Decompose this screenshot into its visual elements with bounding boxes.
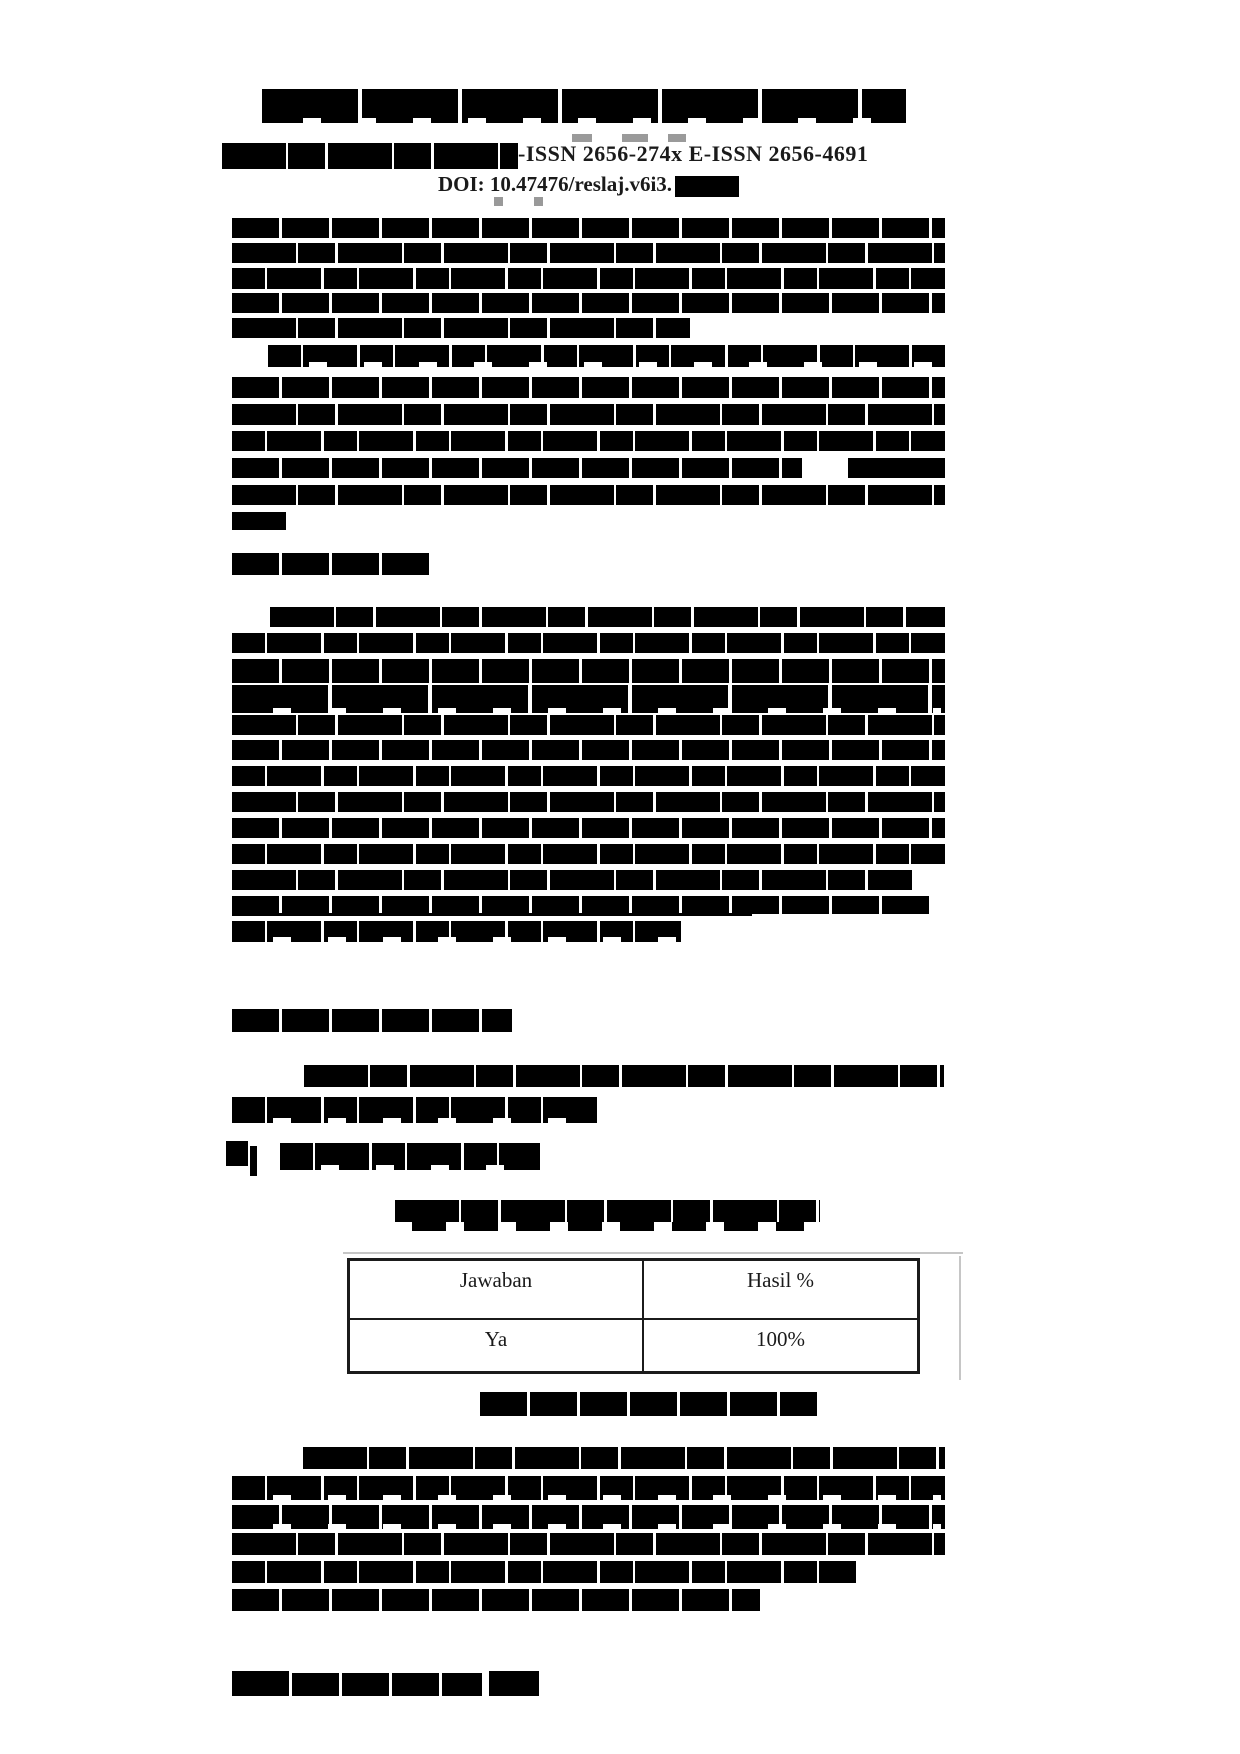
- redacted-footer-bar: [489, 1671, 539, 1696]
- redacted-text-bar: [232, 377, 945, 398]
- redacted-text-bar: [232, 633, 945, 653]
- redacted-text-bar: [232, 1505, 945, 1529]
- table-header-jawaban: Jawaban: [349, 1260, 644, 1320]
- redacted-text-bar: [232, 512, 286, 530]
- doi-text: DOI: 10.47476/reslaj.v6i3.: [437, 172, 673, 196]
- redacted-text-bar: [268, 345, 945, 367]
- redacted-list-text-bar: [280, 1143, 540, 1170]
- redacted-text-bar: [232, 1097, 600, 1123]
- redacted-text-bar: [848, 458, 945, 478]
- table-cell-jawaban-value: Ya: [349, 1319, 644, 1373]
- table-header-row: [349, 1260, 919, 1320]
- redacted-text-bar: [232, 818, 945, 838]
- redacted-text-bar: [232, 458, 802, 478]
- redacted-text-bar: [232, 404, 945, 425]
- redacted-footer-bar: [292, 1673, 482, 1696]
- redacted-text-bar: [232, 870, 912, 890]
- table-cell-hasil-value: 100%: [643, 1319, 919, 1373]
- redacted-table-title-bar: [395, 1200, 820, 1222]
- redacted-text-bar: [232, 921, 681, 942]
- redacted-text-bar: [232, 896, 932, 914]
- issn-text: -ISSN 2656-274x E-ISSN 2656-4691: [518, 141, 869, 166]
- redacted-text-bar: [232, 1561, 856, 1583]
- redacted-text-bar: [232, 1589, 760, 1611]
- table-header-hasil: Hasil %: [643, 1260, 919, 1320]
- redacted-text-bar: [303, 1447, 945, 1469]
- redacted-title-bar: [222, 143, 518, 169]
- scan-artifact: [959, 1256, 961, 1380]
- redacted-text-bar: [270, 607, 945, 627]
- redacted-text-bar: [232, 659, 945, 683]
- redacted-text-bar: [232, 1476, 945, 1500]
- table-row: [349, 1319, 919, 1373]
- scan-artifact: [343, 1252, 963, 1254]
- redacted-text-bar: [232, 431, 945, 451]
- redacted-text-bar: [232, 293, 945, 313]
- redacted-text-bar: [232, 1533, 945, 1555]
- redacted-doi-suffix: [675, 176, 739, 197]
- redacted-text-bar: [232, 715, 945, 735]
- redacted-table-title-bar: [412, 1222, 804, 1231]
- redacted-heading-bar: [232, 553, 432, 575]
- redacted-text-bar: [232, 243, 945, 263]
- redacted-list-marker: [226, 1141, 248, 1166]
- redacted-caption-bar: [480, 1392, 817, 1416]
- redacted-text-bar: [232, 685, 945, 713]
- redacted-text-bar: [232, 913, 752, 916]
- redacted-title-bar: [262, 89, 906, 123]
- redacted-text-bar: [232, 485, 945, 505]
- scan-artifact: [534, 197, 543, 206]
- redacted-text-bar: [232, 268, 945, 289]
- redacted-heading-bar: [232, 1009, 512, 1032]
- results-table: [347, 1258, 920, 1374]
- redacted-text-bar: [232, 844, 945, 864]
- redacted-footer-bar: [232, 1671, 289, 1696]
- redacted-text-bar: [232, 318, 690, 338]
- doi-line: [232, 172, 945, 197]
- redacted-text-bar: [232, 766, 945, 786]
- redacted-text-bar: [232, 218, 945, 238]
- scan-artifact: [494, 197, 503, 206]
- redacted-text-bar: [232, 740, 945, 760]
- redacted-list-marker: [250, 1146, 257, 1176]
- redacted-text-bar: [304, 1065, 944, 1087]
- redacted-text-bar: [232, 792, 945, 812]
